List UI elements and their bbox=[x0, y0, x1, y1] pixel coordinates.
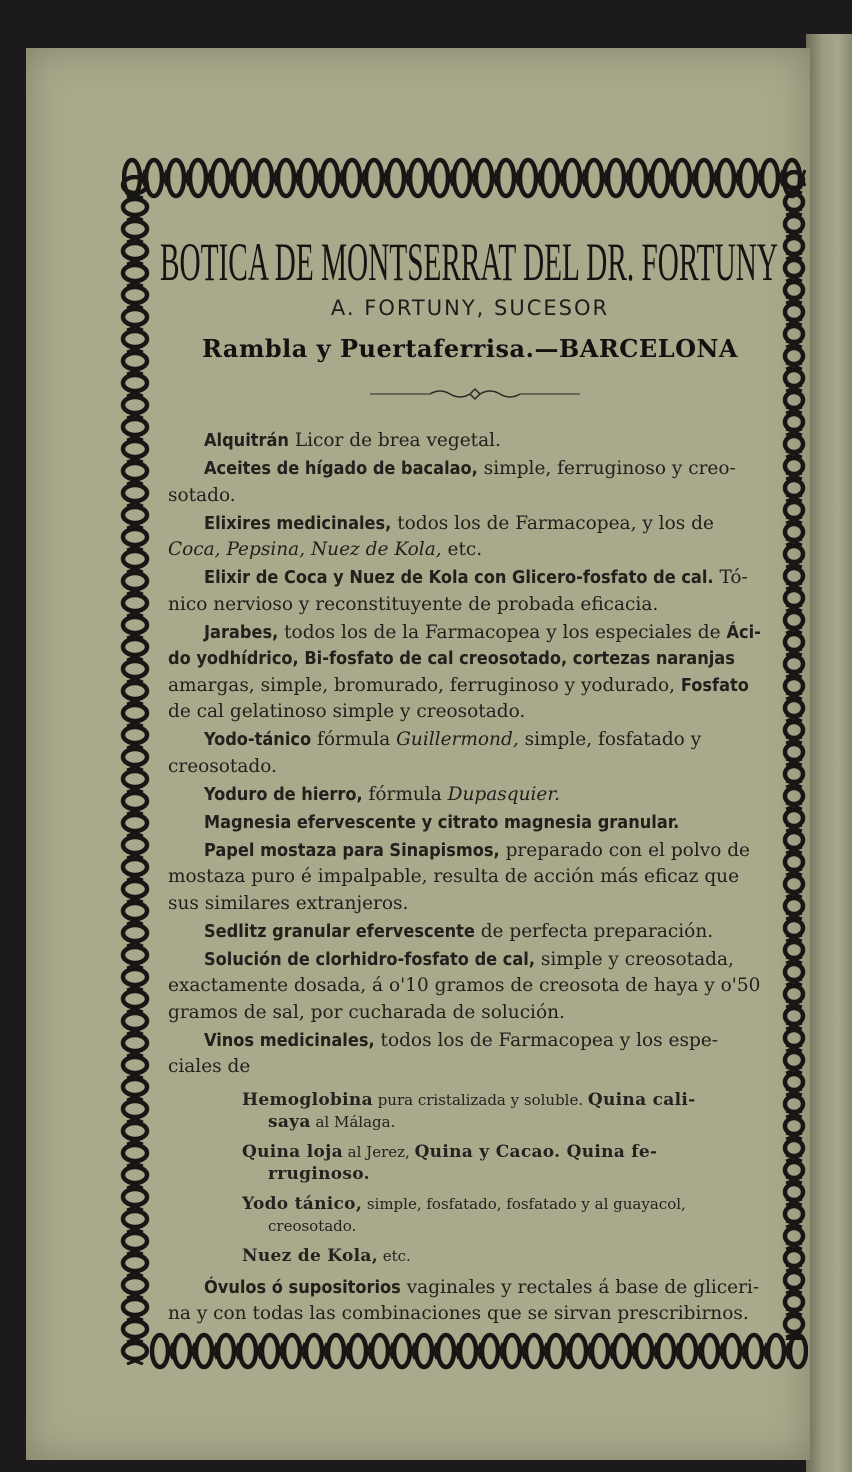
border-link bbox=[218, 1335, 234, 1367]
border-link bbox=[432, 160, 448, 196]
border-link bbox=[498, 160, 514, 196]
border-link bbox=[123, 309, 147, 325]
border-link bbox=[123, 1277, 147, 1293]
border-link bbox=[482, 1335, 498, 1367]
border-link bbox=[123, 969, 147, 985]
border-link bbox=[123, 683, 147, 699]
border-link bbox=[123, 727, 147, 743]
border-link bbox=[702, 1335, 718, 1367]
border-link bbox=[123, 441, 147, 457]
entry-yoduro: Yoduro de hierro, fórmula Dupasquier. bbox=[204, 783, 561, 805]
entry-vinos: Vinos medicinales, todos los de Farmacopea y los espe- ciales de bbox=[168, 1029, 719, 1077]
border-link bbox=[328, 1335, 344, 1367]
border-link bbox=[123, 485, 147, 501]
border-link bbox=[460, 1335, 476, 1367]
border-link bbox=[652, 160, 668, 196]
entry-jarabes: Jarabes, todos los de la Farmacopea y los especiales de Áci- do yodhídrico, Bi-fosfato de cal creosotado, cortezas naranjas amargas, simple, bromurado, ferruginoso y yodurado, Fosfato de cal gelatinoso simple y creosotado. bbox=[168, 621, 761, 722]
border-link bbox=[350, 1335, 366, 1367]
border-link bbox=[123, 815, 147, 831]
border-link bbox=[388, 160, 404, 196]
border-link bbox=[785, 370, 803, 386]
border-link bbox=[542, 160, 558, 196]
border-link bbox=[123, 1189, 147, 1205]
border-link bbox=[123, 793, 147, 809]
address-line: Rambla y Puertaferrisa.—BARCELONA bbox=[201, 334, 739, 363]
border-link bbox=[570, 1335, 586, 1367]
border-link bbox=[123, 463, 147, 479]
border-link bbox=[123, 705, 147, 721]
border-link bbox=[123, 331, 147, 347]
border-link bbox=[123, 991, 147, 1007]
entry-papel-mostaza: Papel mostaza para Sinapismos, preparado con el polvo de mostaza puro é impalpable, resulta de acción más eficaz que sus similares extranjeros. bbox=[168, 839, 751, 914]
border-link bbox=[123, 397, 147, 413]
border-link bbox=[123, 1299, 147, 1315]
border-link bbox=[123, 375, 147, 391]
border-link bbox=[123, 1101, 147, 1117]
border-link bbox=[196, 1335, 212, 1367]
wines-list bbox=[242, 1089, 796, 1267]
border-link bbox=[476, 160, 492, 196]
border-link bbox=[674, 160, 690, 196]
entry-alquitran: Alquitrán Licor de brea vegetal. bbox=[204, 430, 501, 451]
divider-ornament bbox=[370, 386, 580, 402]
border-link bbox=[123, 947, 147, 963]
border-link bbox=[123, 529, 147, 545]
border-link bbox=[123, 177, 147, 193]
border-link bbox=[123, 881, 147, 897]
entry-ovulos: Óvulos ó supositorios vaginales y rectales á base de gliceri- na y con todas las combinaciones que se sirvan prescribirnos. bbox=[168, 1276, 760, 1324]
border-link bbox=[123, 419, 147, 435]
border-link bbox=[564, 160, 580, 196]
border-link bbox=[123, 265, 147, 281]
border-link bbox=[636, 1335, 652, 1367]
border-link bbox=[123, 1057, 147, 1073]
entry-elixir-coca: Elixir de Coca y Nuez de Kola con Glicero-fosfato de cal. Tó- nico nervioso y reconstituyente de probada eficacia. bbox=[168, 567, 748, 615]
border-link bbox=[284, 1335, 300, 1367]
border-link bbox=[785, 194, 803, 210]
border-link bbox=[234, 160, 250, 196]
page-title-text: BOTICA DE MONTSERRAT DEL DR. FORTUNY bbox=[160, 232, 779, 290]
border-link bbox=[724, 1335, 740, 1367]
entry-magnesia: Magnesia efervescente y citrato magnesia granular. bbox=[204, 811, 680, 833]
border-link bbox=[526, 1335, 542, 1367]
border-link bbox=[658, 1335, 674, 1367]
border-link bbox=[785, 392, 803, 408]
entry-solucion: Solución de clorhidro-fosfato de cal, simple y creosotada, exactamente dosada, á o'10 gramos de creosota de haya y o'50 gramos de sal, por cucharada de solución. bbox=[168, 948, 761, 1023]
border-link bbox=[416, 1335, 432, 1367]
border-link bbox=[548, 1335, 564, 1367]
border-link bbox=[123, 199, 147, 215]
border-link bbox=[762, 160, 778, 196]
border-link bbox=[785, 172, 803, 188]
wine-hemoglobina: Hemoglobina pura cristalizada y soluble. Quina cali- saya al Málaga. bbox=[242, 1089, 696, 1132]
page-edge bbox=[806, 34, 852, 1472]
border-link bbox=[322, 160, 338, 196]
border-link bbox=[372, 1335, 388, 1367]
border-link bbox=[785, 326, 803, 342]
border-link bbox=[240, 1335, 256, 1367]
border-link bbox=[123, 617, 147, 633]
border-link bbox=[680, 1335, 696, 1367]
border-link bbox=[123, 551, 147, 567]
border-link bbox=[123, 1145, 147, 1161]
border-link bbox=[123, 749, 147, 765]
border-link bbox=[123, 1343, 147, 1359]
border-link bbox=[785, 260, 803, 276]
successor-line: A. FORTUNY, SUCESOR bbox=[330, 296, 610, 320]
border-link bbox=[718, 160, 734, 196]
border-link bbox=[614, 1335, 630, 1367]
border-link bbox=[785, 282, 803, 298]
border-link bbox=[394, 1335, 410, 1367]
entry-aceites: Aceites de hígado de bacalao, simple, ferruginoso y creo- sotado. bbox=[168, 458, 736, 506]
border-link bbox=[123, 1079, 147, 1095]
entry-yodo-tanico: Yodo-tánico fórmula Guillermond, simple, fosfatado y creosotado. bbox=[168, 729, 702, 777]
border-link bbox=[212, 160, 228, 196]
border-link bbox=[123, 595, 147, 611]
border-link bbox=[366, 160, 382, 196]
border-link bbox=[168, 160, 184, 196]
border-link bbox=[123, 859, 147, 875]
border-link bbox=[586, 160, 602, 196]
border-link bbox=[123, 1233, 147, 1249]
wine-quina-loja: Quina loja al Jerez, Quina y Cacao. Quina fe- rruginoso. bbox=[242, 1141, 658, 1184]
border-link bbox=[696, 160, 712, 196]
border-link bbox=[123, 661, 147, 677]
border-link bbox=[123, 903, 147, 919]
border-link bbox=[520, 160, 536, 196]
wine-yodo-tanico: Yodo tánico, simple, fosfatado, fosfatado y al guayacol, creosotado. bbox=[242, 1193, 686, 1235]
border-link bbox=[123, 221, 147, 237]
entry-elixires: Elixires medicinales, todos los de Farmacopea, y los de Coca, Pepsina, Nuez de Kola, etc. bbox=[168, 512, 714, 560]
border-link bbox=[785, 348, 803, 364]
border-link bbox=[123, 1321, 147, 1337]
border-link bbox=[123, 1035, 147, 1051]
border-link bbox=[123, 287, 147, 303]
border-link bbox=[123, 243, 147, 259]
border-link bbox=[123, 1013, 147, 1029]
entry-sedlitz: Sedlitz granular efervescente de perfecta preparación. bbox=[204, 920, 714, 942]
border-link bbox=[740, 160, 756, 196]
border-link bbox=[123, 1167, 147, 1183]
ornamental-border-left bbox=[118, 175, 152, 1365]
border-link bbox=[123, 353, 147, 369]
border-link bbox=[123, 1123, 147, 1139]
border-link bbox=[123, 639, 147, 655]
border-link bbox=[152, 1335, 168, 1367]
border-link bbox=[746, 1335, 762, 1367]
border-link bbox=[123, 1255, 147, 1271]
border-link bbox=[123, 925, 147, 941]
ornamental-border-top bbox=[122, 155, 806, 201]
border-link bbox=[123, 507, 147, 523]
border-link bbox=[278, 160, 294, 196]
ornamental-border-bottom bbox=[150, 1330, 808, 1372]
border-link bbox=[190, 160, 206, 196]
product-list bbox=[168, 428, 796, 1329]
border-link bbox=[123, 837, 147, 853]
wine-nuez-kola: Nuez de Kola, etc. bbox=[242, 1245, 411, 1266]
border-link bbox=[785, 304, 803, 320]
border-link bbox=[504, 1335, 520, 1367]
border-link bbox=[256, 160, 272, 196]
border-link bbox=[785, 216, 803, 232]
border-link bbox=[438, 1335, 454, 1367]
border-link bbox=[785, 238, 803, 254]
border-link bbox=[608, 160, 624, 196]
border-link bbox=[262, 1335, 278, 1367]
border-link bbox=[174, 1335, 190, 1367]
border-link bbox=[123, 771, 147, 787]
border-link bbox=[785, 1338, 803, 1340]
border-link bbox=[630, 160, 646, 196]
border-link bbox=[344, 160, 360, 196]
border-link bbox=[592, 1335, 608, 1367]
page-title bbox=[160, 222, 780, 290]
border-link bbox=[123, 1211, 147, 1227]
border-link bbox=[300, 160, 316, 196]
border-link bbox=[410, 160, 426, 196]
border-link bbox=[123, 573, 147, 589]
border-link bbox=[306, 1335, 322, 1367]
border-link bbox=[454, 160, 470, 196]
